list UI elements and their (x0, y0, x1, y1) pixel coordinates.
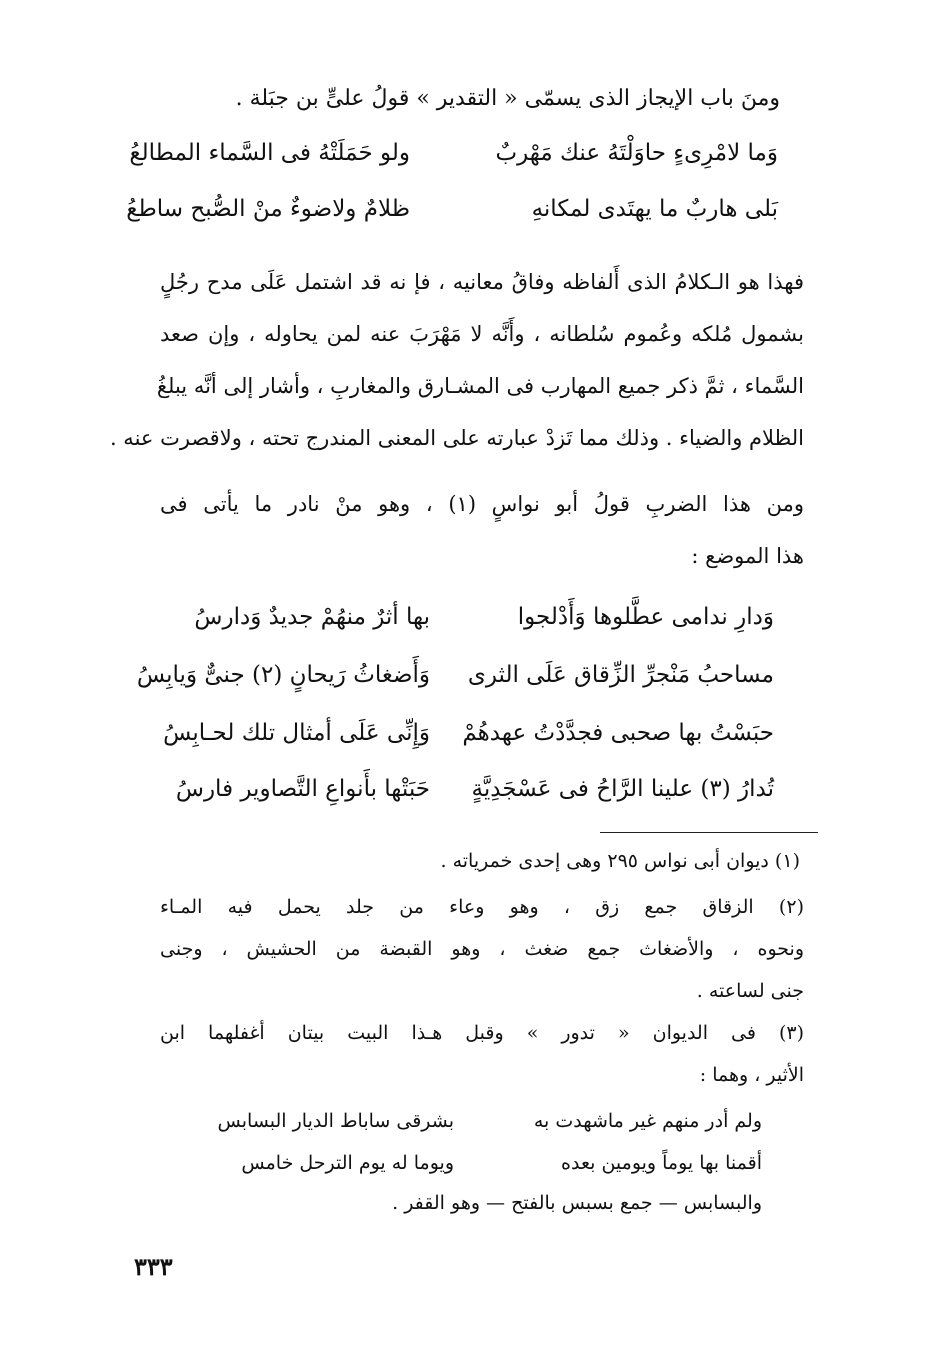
hemistich-first: بَلى هاربٌ ما يهتَدى لمكانهِ (531, 196, 778, 222)
paragraph-line: السَّماء ، ثمَّ ذكر جميع المهارب فى المشـارق والمغاربِ ، وأشار إلى أنَّه يبلغُ (156, 374, 804, 398)
hemistich-first: وَدارِ ندامى عطَّلوها وَأَدْلجوا (517, 604, 774, 630)
footnote-3-line: (٣) فى الديوان « تدور » وقبل هـذا البيت بيتان أغفلهما ابن (160, 1022, 804, 1044)
hemistich-first: أقمنا بها يوماً ويومين بعده (561, 1152, 762, 1174)
hemistich-first: ولم أدر منهم غير ماشهدت به (533, 1110, 762, 1132)
footnote-1: (١) ديوان أبى نواس ٢٩٥ وهى إحدى خمرياته . (440, 850, 800, 872)
intro-line: ومنَ باب الإيجاز الذى يسمّى « التقدير » قولُ علىٍّ بن جبَلة . (235, 86, 780, 111)
footnote-2-line: (٢) الزقاق جمع زق ، وهو وعاء من جلد يحمل فيه المـاء (160, 896, 804, 918)
hemistich-second: بشرقى ساباط الديار البسابس (217, 1110, 454, 1132)
hemistich-second: بها أثرٌ منهُمْ جديدٌ وَدارسُ (194, 604, 430, 630)
footnote-3-gloss: والبسابس — جمع بسبس بالفتح — وهو القفر . (392, 1192, 762, 1214)
hemistich-first: وَما لامْرِىءٍ حاوَلْتَهُ عنك مَهْربٌ (495, 140, 778, 166)
hemistich-second: ويوما له يوم الترحل خامس (241, 1152, 454, 1174)
footnote-2-line: جنى لساعته . (696, 980, 804, 1002)
hemistich-second: ولو حَمَلَتْهُ فى السَّماء المطالعُ (129, 140, 410, 166)
footnote-3-line: الأثير ، وهما : (699, 1064, 804, 1086)
hemistich-second: ظلامٌ ولاضوءٌ منْ الصُّبح ساطعُ (126, 196, 410, 222)
hemistich-first: تُدارُ (٣) علينا الرَّاحُ فى عَسْجَدِيَّةٍ (471, 776, 774, 802)
page-number: ٣٣٣ (134, 1252, 173, 1281)
hemistich-second: وَإِنِّى عَلَى أمثال تلك لحـابِسُ (163, 720, 430, 746)
footnote-2-line: ونحوه ، والأضغاث جمع ضغث ، وهو القبضة من الحشيش ، وجنى (160, 938, 804, 960)
hemistich-second: وَأَضغاثُ رَيحانٍ (٢) جنىٌّ وَيابِسُ (136, 662, 430, 688)
hemistich-first: حبَسْتُ بها صحبى فجدَّدْتُ عهدهُمْ (462, 720, 774, 746)
hemistich-first: مساحبُ مَنْجرِّ الزِّقاق عَلَى الثرى (467, 662, 774, 688)
paragraph-line: الظلام والضياء . وذلك مما تَزدْ عبارته على المعنى المندرج تحته ، ولاقصرت عنه . (109, 426, 804, 450)
paragraph-line: بشمول مُلكه وعُموم سُلطانه ، وأَنَّه لا مَهْرَبَ عنه لمن يحاوله ، وإن صعد (160, 322, 804, 346)
paragraph-line: ومن هذا الضربِ قولُ أبو نواسٍ (١) ، وهو منْ نادر ما يأتى فى (160, 492, 805, 516)
paragraph-line: فهذا هو الـكلامُ الذى أَلفاظه وفاقُ معانيه ، فإ نه قد اشتمل عَلَى مدح رجُلٍ (160, 270, 804, 294)
footnote-separator (600, 832, 818, 833)
hemistich-second: حَبَتْها بأَنواعِ التَّصاوير فارسُ (175, 776, 430, 802)
paragraph-line: هذا الموضع : (691, 544, 804, 568)
